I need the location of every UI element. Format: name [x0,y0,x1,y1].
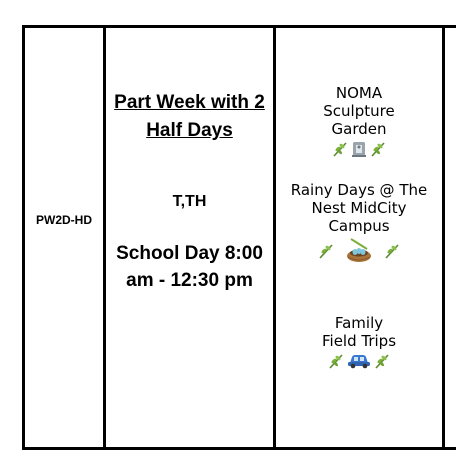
divider [22,28,25,447]
location-name: NOMA Sculpture Garden [323,84,395,138]
herb-icon [317,242,335,260]
location-item [276,181,442,265]
herb-icon [327,352,345,370]
location-item [276,84,442,158]
locations-cell [276,28,442,447]
herb-icon [383,242,401,260]
divider [442,28,445,447]
herb-icon [331,140,349,158]
herb-icon [373,352,391,370]
location-name: Family Field Trips [321,314,397,350]
plan-schedule: School Day 8:00 am - 12:30 pm [116,243,263,291]
program-code: PW2D-HD [36,213,92,227]
plan-days: T,TH [172,193,207,210]
schedule-table [22,25,456,450]
location-name: Rainy Days @ The Nest MidCity Campus [290,181,428,235]
car-icon [347,353,371,369]
location-icons [276,237,442,265]
herb-icon [369,140,387,158]
plan-cell [106,28,273,447]
location-icons [276,140,442,158]
location-icons [276,352,442,370]
location-item [276,314,442,370]
plan-title: Part Week with 2 Half Days [114,92,265,141]
nest-icon [343,237,375,265]
statue-icon [351,140,367,158]
